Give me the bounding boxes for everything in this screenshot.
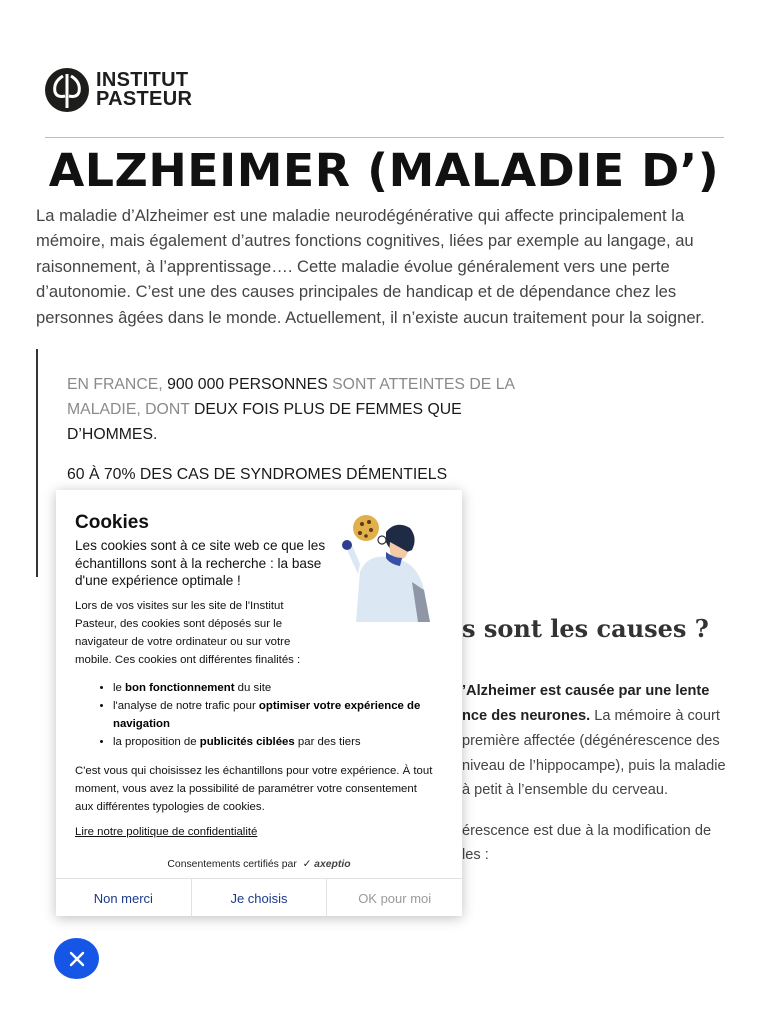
fact-highlight: DEUX FOIS PLUS DE FEMMES QUE D’HOMMES (67, 401, 462, 443)
body-text: La mémoire à court (590, 708, 720, 724)
purpose-bold: publicités ciblées (199, 736, 295, 748)
fact-text: . (153, 426, 158, 443)
page-title: ALZHEIMER (MALADIE D’) (48, 144, 720, 197)
body-bold: nce des neurones. (462, 708, 591, 724)
institut-pasteur-logo[interactable] (45, 68, 215, 114)
quote-bar (36, 349, 38, 577)
cookie-description: Lors de vos visites sur les site de l'Institut Pasteur, des cookies sont déposés sur le navigateur de votre ordinateur ou sur votre mobile. Ces cookies ont différentes finalités : (75, 600, 301, 666)
list-item (113, 679, 473, 697)
purpose-text: le (113, 682, 126, 694)
logo-line-1: INSTITUT (96, 69, 189, 91)
list-item (113, 733, 473, 751)
cookie-purposes-list (75, 679, 473, 751)
logo-line-2: PASTEUR (96, 88, 193, 110)
refuse-cookies-button[interactable]: Non merci (93, 890, 153, 906)
scientist-cookie-illustration (338, 512, 438, 622)
privacy-policy-link[interactable]: Lire notre politique de confidentialité (75, 826, 258, 838)
body-line: les : (462, 847, 489, 863)
cookie-actions (56, 878, 462, 917)
fact-text: EN FRANCE, (67, 376, 168, 393)
logo-wordmark (96, 71, 192, 109)
body-line (462, 679, 709, 704)
consent-certification (56, 858, 462, 870)
intro-paragraph: La maladie d’Alzheimer est une maladie neurodégénérative qui affecte principalement la mémoire, mais également d’autres fonctions cognitives, liées par exemple au langage, au raisonnement, à l’apprentissage…. Cette maladie évolue généralement vers une perte d’autonomie. C’est une des causes principales de handicap et de dépendance chez les personnes âgées dans le monde. Actuellement, il n’existe aucun traitement pour la soigner. (36, 206, 705, 327)
cookie-consent-dialog (56, 490, 462, 916)
body-line: première affectée (dégénérescence des (462, 733, 720, 749)
purpose-text: la proposition de (113, 736, 200, 748)
purpose-bold: optimiser votre expérience de navigation (113, 700, 421, 730)
fact-highlight: 900 000 PERSONNES (167, 376, 328, 393)
purpose-text: par des tiers (294, 736, 361, 748)
body-line: niveau de l’hippocampe), puis la maladie (462, 758, 726, 774)
key-fact-dementia: 60 À 70% DES CAS DE SYNDROMES DÉMENTIELS (67, 466, 448, 483)
purpose-bold: bon fonctionnement (125, 682, 235, 694)
body-line (462, 704, 720, 729)
header-divider (45, 137, 724, 138)
section-heading-causes: s sont les causes ? (462, 614, 709, 643)
certified-text: Consentements certifiés par (167, 859, 297, 870)
purpose-text: du site (234, 682, 272, 694)
body-line: érescence est due à la modification de (462, 823, 712, 839)
body-line: à petit à l’ensemble du cerveau. (462, 782, 669, 798)
cookie-choice-text: C'est vous qui choisissez les échantillons pour votre expérience. À tout moment, vous avez la possibilité de paramétrer votre consentement aux différentes typologies de cookies. (75, 765, 433, 813)
cookie-title: Cookies (75, 512, 149, 533)
pasteur-emblem-icon (45, 68, 89, 112)
list-item (113, 697, 473, 733)
choose-cookies-button[interactable]: Je choisis (191, 879, 327, 917)
axeptio-check-icon: ✓ (299, 859, 312, 870)
fact-text: SONT ATTEINTES DE LA MALADIE, DONT (67, 376, 515, 418)
cookie-lead: Les cookies sont à ce site web ce que les échantillons sont à la recherche : la base d'une expérience optimale ! (75, 538, 326, 588)
key-fact-france (67, 372, 527, 447)
close-cookie-widget-button[interactable] (54, 938, 99, 979)
accept-cookies-button[interactable]: OK pour moi (326, 879, 462, 917)
close-icon (68, 950, 86, 968)
body-bold: ’Alzheimer est causée par une lente (462, 683, 710, 699)
purpose-text: l'analyse de notre trafic pour (113, 700, 259, 712)
axeptio-brand: axeptio (314, 859, 351, 870)
